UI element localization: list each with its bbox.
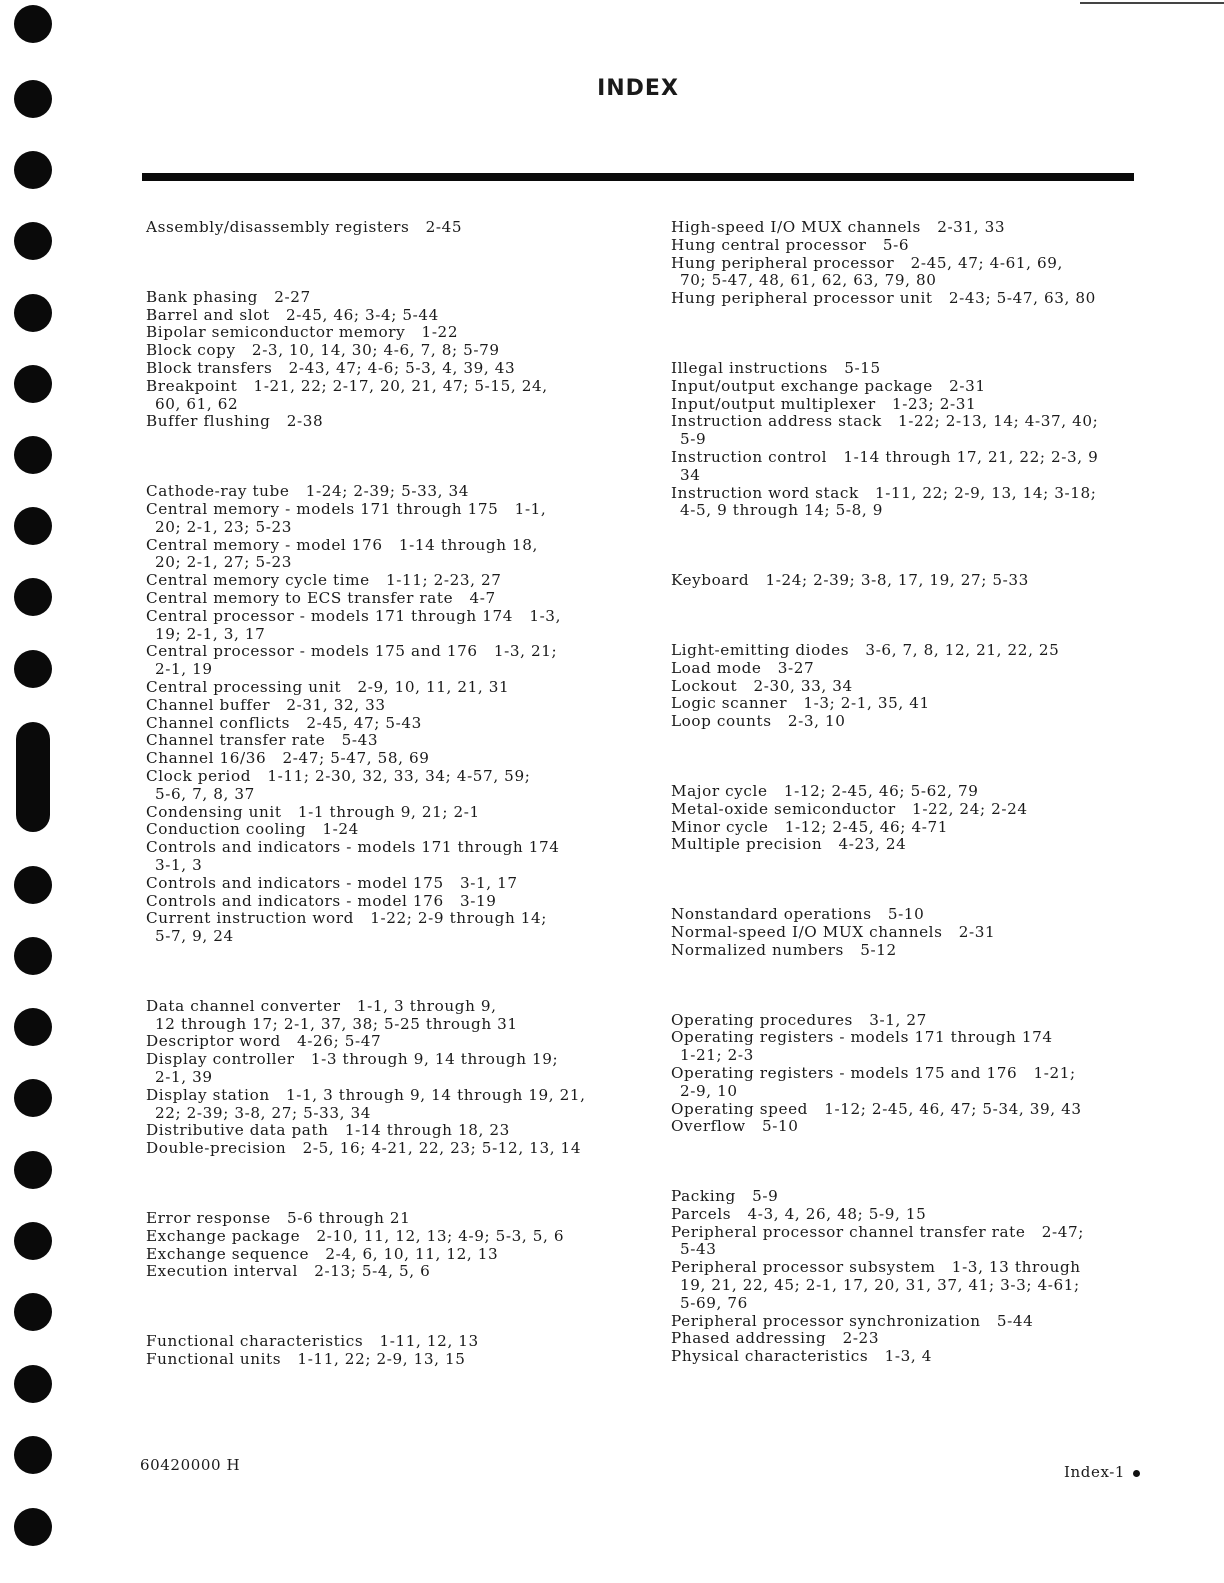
index-entry-line: Overflow 5-10 [671,1117,799,1136]
index-entry [671,642,1151,660]
index-entry [146,501,626,537]
index-entry-line: Channel transfer rate 5-43 [146,731,379,750]
binder-hole [14,1508,52,1546]
index-entry-line: Block copy 2-3, 10, 14, 30; 4-6, 7, 8; 5-79 [146,341,500,360]
index-entry-line: Central processing unit 2-9, 10, 11, 21, 31 [146,677,510,696]
index-entry-continuation: 12 through 17; 2-1, 37, 38; 5-25 through 31 [155,1014,518,1033]
binder-hole [14,222,52,260]
index-entry [671,290,1151,308]
index-entry [146,289,626,307]
index-entry-line: Clock period 1-11; 2-30, 32, 33, 34; 4-57, 59; [146,766,531,785]
index-entry [146,1228,626,1246]
binder-hole [14,1151,52,1189]
index-entry [146,483,626,501]
index-entry-continuation: 3-1, 3 [155,855,203,874]
index-entry-line: Hung central processor 5-6 [671,235,910,254]
binder-hole [14,1008,52,1046]
index-entry-line: Conduction cooling 1-24 [146,820,359,839]
index-entry [671,1348,1151,1366]
index-entry [146,590,626,608]
index-column-left [146,219,626,1421]
index-entry [671,378,1151,396]
index-letter-group [146,483,626,946]
index-entry [671,449,1151,485]
index-entry [671,1330,1151,1348]
index-entry [671,1029,1151,1065]
index-column-right [671,219,1151,1418]
index-entry-line: Peripheral processor subsystem 1-3, 13 through [671,1258,1081,1277]
index-entry-line: Block transfers 2-43, 47; 4-6; 5-3, 4, 39, 43 [146,358,516,377]
index-entry-line: Assembly/disassembly registers 2-45 [146,218,463,236]
index-entry [671,924,1151,942]
index-entry-line: Phased addressing 2-23 [671,1329,880,1348]
index-entry-line: Functional characteristics 1-11, 12, 13 [146,1332,479,1351]
title-rule [142,173,1134,181]
index-entry-line: Error response 5-6 through 21 [146,1209,411,1228]
index-letter-group [671,1188,1151,1366]
index-entry [671,942,1151,960]
index-entry-line: Metal-oxide semiconductor 1-22, 24; 2-24 [671,799,1028,818]
index-entry-line: Loop counts 2-3, 10 [671,712,846,731]
index-entry [671,678,1151,696]
index-entry-continuation: 22; 2-39; 3-8, 27; 5-33, 34 [155,1103,372,1122]
index-entry-line: Illegal instructions 5-15 [671,358,881,377]
index-entry [146,893,626,911]
index-entry [146,537,626,573]
index-entry-continuation: 5-69, 76 [680,1293,748,1312]
index-entry-line: Exchange sequence 2-4, 6, 10, 11, 12, 13 [146,1244,499,1263]
index-entry [671,801,1151,819]
index-entry-line: Normal-speed I/O MUX channels 2-31 [671,922,996,941]
index-entry [671,1206,1151,1224]
index-entry [671,836,1151,854]
index-entry [671,1101,1151,1119]
index-entry-line: Operating speed 1-12; 2-45, 46, 47; 5-34, 39, 43 [671,1099,1082,1118]
index-entry-line: Current instruction word 1-22; 2-9 through 14; [146,909,548,928]
index-entry-continuation: 1-21; 2-3 [680,1046,754,1065]
binder-hole [14,5,52,43]
index-entry-line: Peripheral processor channel transfer rate 2-47; [671,1222,1084,1241]
index-entry [671,713,1151,731]
corner-rule [1080,2,1224,4]
index-entry [146,1333,626,1351]
index-letter-group [671,783,1151,854]
index-entry-line: Nonstandard operations 5-10 [671,905,925,924]
index-entry-line: Channel conflicts 2-45, 47; 5-43 [146,713,422,732]
index-entry [146,1122,626,1140]
binder-hole [14,1436,52,1474]
index-entry-line: Central memory - models 171 through 175 1-1, [146,499,547,518]
index-entry [146,1263,626,1281]
binder-slot [16,722,50,832]
index-entry-continuation: 2-1, 19 [155,660,213,679]
index-letter-group [146,1210,626,1281]
index-letter-group [671,1012,1151,1137]
index-entry [671,819,1151,837]
index-entry-line: Parcels 4-3, 4, 26, 48; 5-9, 15 [671,1204,927,1223]
index-entry-line: Central memory to ECS transfer rate 4-7 [146,588,496,607]
index-entry-line: Barrel and slot 2-45, 46; 3-4; 5-44 [146,305,439,324]
binder-hole [14,866,52,904]
index-entry [671,1012,1151,1030]
index-entry [146,1033,626,1051]
index-entry-line: Multiple precision 4-23, 24 [671,835,907,854]
index-entry [146,413,626,431]
index-entry-line: Double-precision 2-5, 16; 4-21, 22, 23; 5-12, 13, 14 [146,1139,582,1158]
index-entry [146,360,626,378]
index-entry-continuation: 34 [680,465,701,484]
index-entry [146,839,626,875]
index-entry [671,906,1151,924]
index-entry [146,1210,626,1228]
index-entry-line: Operating registers - models 175 and 176 1-21; [671,1063,1076,1082]
index-entry-line: Bipolar semiconductor memory 1-22 [146,323,459,342]
index-entry-line: Bank phasing 2-27 [146,287,311,306]
index-entry [671,1065,1151,1101]
index-letter-group [146,998,626,1158]
binder-hole [14,937,52,975]
index-entry [146,572,626,590]
index-entry-line: Major cycle 1-12; 2-45, 46; 5-62, 79 [671,781,979,800]
index-entry [146,378,626,414]
index-entry-line: Controls and indicators - model 175 3-1, 17 [146,873,518,892]
index-entry [671,1259,1151,1312]
index-entry-line: Central memory cycle time 1-11; 2-23, 27 [146,571,502,590]
index-entry-line: Distributive data path 1-14 through 18, 23 [146,1121,510,1140]
binder-hole [14,365,52,403]
index-letter-group [671,906,1151,959]
index-entry-line: Logic scanner 1-3; 2-1, 35, 41 [671,694,930,713]
index-entry [146,219,626,237]
index-entry [671,1313,1151,1331]
index-entry-line: Central memory - model 176 1-14 through 18, [146,535,538,554]
index-entry-line: Channel buffer 2-31, 32, 33 [146,695,386,714]
index-entry [671,413,1151,449]
index-entry-line: Breakpoint 1-21, 22; 2-17, 20, 21, 47; 5-15, 24, [146,376,548,395]
index-entry-continuation: 20; 2-1, 23; 5-23 [155,517,292,536]
index-entry [146,821,626,839]
index-entry-line: Display controller 1-3 through 9, 14 through 19; [146,1050,559,1069]
index-entry [146,1140,626,1158]
index-entry-line: Channel 16/36 2-47; 5-47, 58, 69 [146,749,430,768]
index-entry [146,1087,626,1123]
index-letter-group [146,1333,626,1369]
index-letter-group [146,289,626,431]
index-entry [146,608,626,644]
index-entry-line: Keyboard 1-24; 2-39; 3-8, 17, 19, 27; 5-33 [671,571,1029,590]
index-entry-line: Operating procedures 3-1, 27 [671,1010,927,1029]
index-entry [146,804,626,822]
index-entry-line: Normalized numbers 5-12 [671,940,897,959]
index-entry-continuation: 19, 21, 22, 45; 2-1, 17, 20, 31, 37, 41; 3-3; 4-61; [680,1276,1080,1295]
index-entry [146,910,626,946]
bullet-icon [1133,1470,1140,1477]
index-entry-line: Descriptor word 4-26; 5-47 [146,1032,382,1051]
index-entry [146,732,626,750]
index-entry-line: Cathode-ray tube 1-24; 2-39; 5-33, 34 [146,482,469,501]
index-entry-line: Physical characteristics 1-3, 4 [671,1347,932,1366]
binder-hole [14,151,52,189]
index-entry-line: Instruction address stack 1-22; 2-13, 14; 4-37, 40; [671,412,1099,431]
index-entry [146,998,626,1034]
index-entry-line: Minor cycle 1-12; 2-45, 46; 4-71 [671,817,948,836]
index-entry [671,572,1151,590]
page-title: INDEX [597,76,679,101]
index-entry-continuation: 20; 2-1, 27; 5-23 [155,553,292,572]
binder-hole [14,650,52,688]
index-entry [671,396,1151,414]
binder-holes [14,0,58,1583]
index-entry-line: Hung peripheral processor unit 2-43; 5-47, 63, 80 [671,289,1096,308]
page-number [1064,1463,1140,1481]
index-entry [671,1188,1151,1206]
index-entry-line: Lockout 2-30, 33, 34 [671,676,853,695]
binder-hole [14,1365,52,1403]
index-entry [146,307,626,325]
index-entry-line: Input/output multiplexer 1-23; 2-31 [671,394,977,413]
index-entry-continuation: 70; 5-47, 48, 61, 62, 63, 79, 80 [680,271,937,290]
document-number: 60420000 H [140,1456,241,1474]
index-letter-group [671,642,1151,731]
index-entry-line: Peripheral processor synchronization 5-44 [671,1311,1034,1330]
index-entry [671,660,1151,678]
index-entry [146,1051,626,1087]
index-entry-line: Instruction word stack 1-11, 22; 2-9, 13, 14; 3-18; [671,483,1097,502]
index-letter-group [671,360,1151,520]
index-entry [146,324,626,342]
binder-hole [14,1079,52,1117]
index-entry-line: Instruction control 1-14 through 17, 21, 22; 2-3, 9 [671,447,1099,466]
index-entry [146,697,626,715]
index-entry [671,695,1151,713]
index-entry-line: Central processor - models 175 and 176 1-3, 21; [146,642,558,661]
index-entry-line: Load mode 3-27 [671,658,815,677]
index-entry-line: Operating registers - models 171 through 174 [671,1028,1053,1047]
index-entry [146,875,626,893]
index-entry-line: Input/output exchange package 2-31 [671,376,986,395]
index-entry-continuation: 4-5, 9 through 14; 5-8, 9 [680,501,884,520]
index-entry [671,219,1151,237]
index-entry-line: Buffer flushing 2-38 [146,412,324,431]
index-entry [146,1246,626,1264]
index-entry-continuation: 5-7, 9, 24 [155,927,234,946]
index-entry [671,485,1151,521]
index-entry-continuation: 5-43 [680,1240,717,1259]
index-entry [146,1351,626,1369]
index-letter-group [146,219,626,237]
index-entry-continuation: 2-9, 10 [680,1081,738,1100]
index-entry [671,237,1151,255]
index-entry-line: Display station 1-1, 3 through 9, 14 through 19, 21, [146,1085,586,1104]
binder-hole [14,1293,52,1331]
index-entry-line: Data channel converter 1-1, 3 through 9, [146,996,497,1015]
index-entry [146,643,626,679]
index-entry [146,715,626,733]
index-entry [671,1224,1151,1260]
index-entry [671,255,1151,291]
index-entry-continuation: 5-6, 7, 8, 37 [155,784,255,803]
index-entry-line: Packing 5-9 [671,1187,779,1206]
index-entry-line: Exchange package 2-10, 11, 12, 13; 4-9; 5-3, 5, 6 [146,1226,565,1245]
index-entry [671,783,1151,801]
index-entry [146,768,626,804]
index-entry-line: Execution interval 2-13; 5-4, 5, 6 [146,1262,431,1281]
binder-hole [14,294,52,332]
index-entry [146,679,626,697]
binder-hole [14,507,52,545]
index-letter-group [671,219,1151,308]
index-entry-continuation: 19; 2-1, 3, 17 [155,624,266,643]
index-entry-line: Condensing unit 1-1 through 9, 21; 2-1 [146,802,480,821]
index-entry [671,360,1151,378]
index-entry-line: Hung peripheral processor 2-45, 47; 4-61, 69, [671,253,1063,272]
index-entry-continuation: 5-9 [680,430,707,449]
index-entry-line: Controls and indicators - model 176 3-19 [146,891,497,910]
index-entry-line: Functional units 1-11, 22; 2-9, 13, 15 [146,1350,466,1369]
binder-hole [14,578,52,616]
index-entry-line: Central processor - models 171 through 174 1-3, [146,606,561,625]
binder-hole [14,1222,52,1260]
index-entry-line: High-speed I/O MUX channels 2-31, 33 [671,218,1006,236]
page-label: Index-1 [1064,1463,1126,1481]
index-entry-line: Light-emitting diodes 3-6, 7, 8, 12, 21, 22, 25 [671,640,1060,659]
index-entry-continuation: 2-1, 39 [155,1068,213,1087]
index-entry-line: Controls and indicators - models 171 through 174 [146,838,560,857]
binder-hole [14,436,52,474]
index-entry [146,750,626,768]
index-letter-group [671,572,1151,590]
index-entry [146,342,626,360]
index-entry-continuation: 60, 61, 62 [155,394,239,413]
index-entry [671,1118,1151,1136]
